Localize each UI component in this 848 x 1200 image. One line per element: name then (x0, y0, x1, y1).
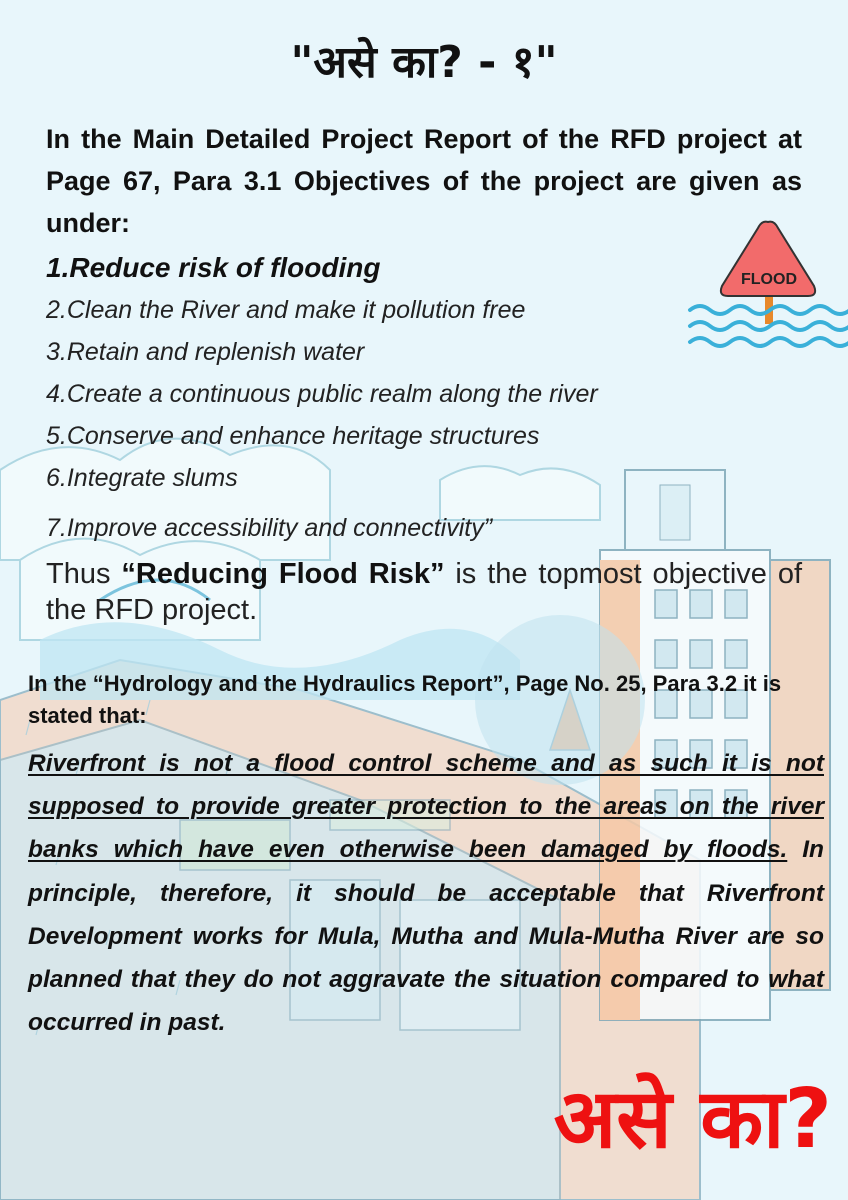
hydrology-intro: In the “Hydrology and the Hydraulics Report”, Page No. 25, Para 3.2 it is stated that: (28, 671, 782, 728)
objective-item: 1.Reduce risk of flooding (46, 252, 381, 283)
conclusion-suffix: is the topmost objective of the RFD project. (46, 558, 803, 626)
objective-item: 2.Clean the River and make it pollution free (46, 296, 526, 324)
quote-underlined: Riverfront is not a flood control scheme and as such it is not supposed to provide greater protection to the areas on the river banks which have even otherwise been damaged by floods. (28, 750, 824, 864)
objective-item: 3.Retain and replenish water (46, 338, 365, 366)
objective-item: 7.Improve accessibility and connectivity” (46, 514, 493, 542)
report-quote (28, 742, 824, 1044)
conclusion-emphasis: “Reducing Flood Risk” (121, 558, 445, 590)
objective-item: 5.Conserve and enhance heritage structures (46, 422, 540, 450)
conclusion-paragraph (46, 556, 802, 628)
footer-question: असे का? (553, 1072, 832, 1167)
intro-paragraph: In the Main Detailed Project Report of the RFD project at Page 67, Para 3.1 Objectives of the project are given as under: (46, 124, 802, 238)
objective-item: 6.Integrate slums (46, 464, 238, 492)
flood-sign-label: FLOOD (741, 271, 797, 288)
objective-item: 4.Create a continuous public realm along the river (46, 380, 598, 408)
page-title: "असे का? - १" (290, 37, 558, 88)
quote-rest: In principle, therefore, it should be acceptable that Riverfront Development works for Mula, Mutha and Mula-Mutha River are so planned that they do not aggravate the situation compared to what occurred in past. (28, 836, 824, 1037)
conclusion-prefix: Thus (46, 558, 122, 590)
